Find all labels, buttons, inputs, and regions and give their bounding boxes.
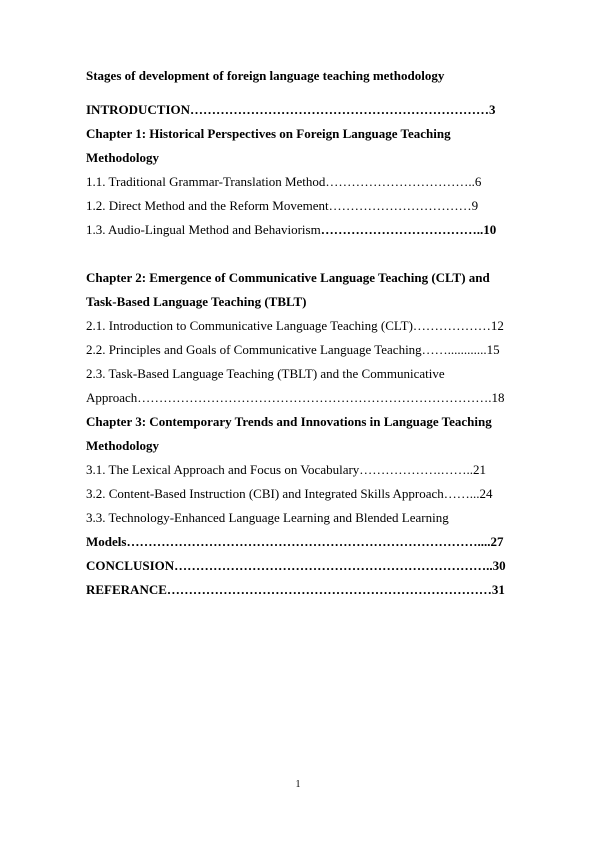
toc-section-2-3-cont: Approach……………………………………………………………………….18 bbox=[86, 390, 505, 405]
toc-section-1-1: 1.1. Traditional Grammar-Translation Method……………………………..6 bbox=[86, 174, 482, 189]
toc-chapter-3-title: Chapter 3: Contemporary Trends and Innovations in Language Teaching bbox=[86, 414, 492, 429]
toc-introduction: INTRODUCTION……………………………………………………………3 bbox=[86, 102, 496, 117]
toc-chapter-2-title-cont: Task-Based Language Teaching (TBLT) bbox=[86, 294, 307, 309]
toc-section-2-1: 2.1. Introduction to Communicative Language Teaching (CLT)………………12 bbox=[86, 318, 504, 333]
toc-section-3-3-cont: Models………………………………………………………………………....27 bbox=[86, 534, 504, 549]
toc-section-1-2: 1.2. Direct Method and the Reform Movement……………………………9 bbox=[86, 198, 479, 213]
toc-section-3-3: 3.3. Technology-Enhanced Language Learning and Blended Learning bbox=[86, 510, 449, 525]
toc-chapter-1-title: Chapter 1: Historical Perspectives on Foreign Language Teaching bbox=[86, 126, 451, 141]
toc-section-1-3 bbox=[86, 218, 540, 242]
toc-conclusion: CONCLUSION………………………………………………………………..30 bbox=[86, 558, 506, 573]
toc-spacer bbox=[86, 242, 540, 266]
toc-section-3-2: 3.2. Content-Based Instruction (CBI) and Integrated Skills Approach……...24 bbox=[86, 486, 493, 501]
table-of-contents bbox=[86, 98, 540, 602]
document-title: Stages of development of foreign language teaching methodology bbox=[86, 68, 445, 83]
page-number: 1 bbox=[295, 779, 301, 790]
toc-chapter-2-title: Chapter 2: Emergence of Communicative Language Teaching (CLT) and bbox=[86, 270, 490, 285]
toc-section-1-3-page: ………………………………..10 bbox=[320, 222, 497, 237]
toc-section-2-3: 2.3. Task-Based Language Teaching (TBLT) and the Communicative bbox=[86, 366, 445, 381]
toc-chapter-3-title-cont: Methodology bbox=[86, 438, 159, 453]
toc-section-1-3-text: 1.3. Audio-Lingual Method and Behaviorism bbox=[86, 222, 321, 237]
toc-section-3-1: 3.1. The Lexical Approach and Focus on Vocabulary……………….……..21 bbox=[86, 462, 487, 477]
toc-chapter-1-title-cont: Methodology bbox=[86, 150, 159, 165]
toc-references: REFERANCE…………………………………………………………………31 bbox=[86, 582, 505, 597]
toc-section-2-2: 2.2. Principles and Goals of Communicative Language Teaching……............15 bbox=[86, 342, 500, 357]
